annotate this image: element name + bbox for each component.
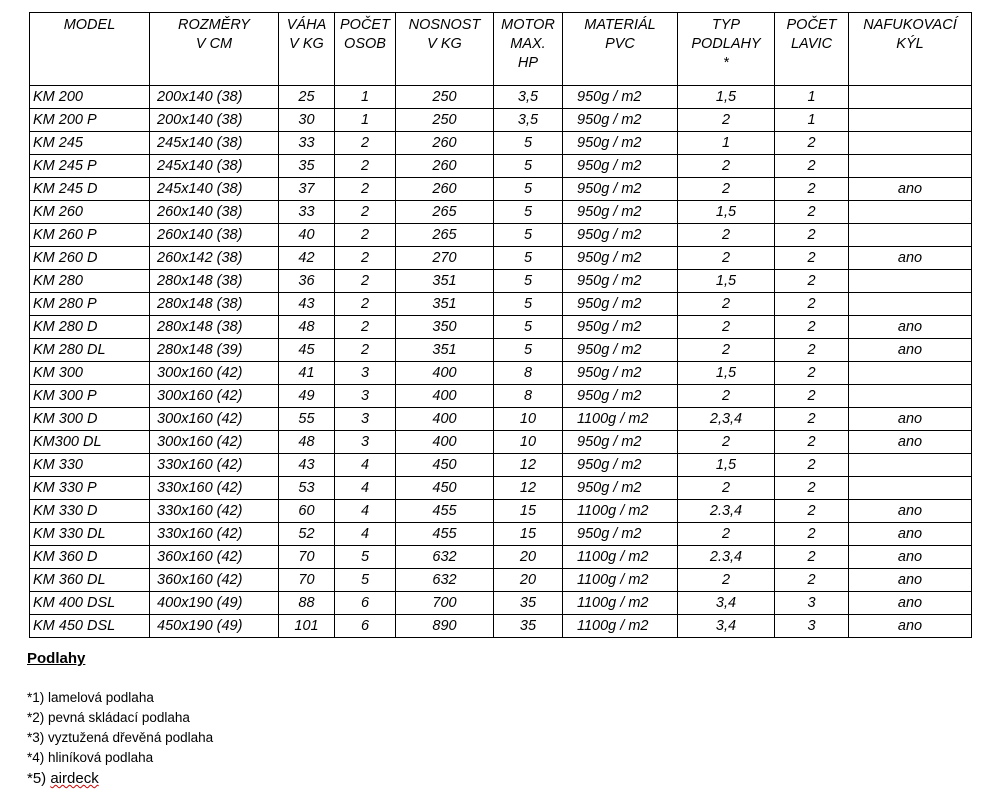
cell-model: KM 330 D [30,500,150,523]
cell-model: KM 450 DSL [30,615,150,638]
table-row [30,155,972,178]
cell-keel: ano [849,592,972,615]
cell-floor-type: 2 [678,293,775,316]
table-row [30,592,972,615]
cell-model: KM 260 P [30,224,150,247]
cell-keel: ano [849,569,972,592]
cell-weight: 53 [279,477,335,500]
cell-benches: 2 [775,477,849,500]
cell-dimensions: 300x160 (42) [150,431,279,454]
cell-material: 950g / m2 [563,477,678,500]
cell-dimensions: 360x160 (42) [150,569,279,592]
cell-floor-type: 2,3,4 [678,408,775,431]
cell-persons: 6 [335,615,396,638]
table-row [30,339,972,362]
cell-model: KM 280 P [30,293,150,316]
cell-model: KM 245 P [30,155,150,178]
cell-persons: 2 [335,270,396,293]
cell-material: 1100g / m2 [563,592,678,615]
cell-weight: 41 [279,362,335,385]
table-row [30,224,972,247]
cell-motor: 8 [494,362,563,385]
cell-benches: 2 [775,362,849,385]
cell-persons: 5 [335,546,396,569]
cell-benches: 2 [775,316,849,339]
cell-material: 950g / m2 [563,454,678,477]
cell-weight: 43 [279,293,335,316]
cell-keel: ano [849,339,972,362]
cell-model: KM 360 D [30,546,150,569]
cell-weight: 55 [279,408,335,431]
cell-floor-type: 1,5 [678,86,775,109]
cell-model: KM 360 DL [30,569,150,592]
cell-motor: 5 [494,316,563,339]
cell-persons: 2 [335,201,396,224]
cell-motor: 10 [494,408,563,431]
cell-capacity: 351 [396,293,494,316]
cell-floor-type: 2 [678,569,775,592]
table-row [30,247,972,270]
cell-weight: 60 [279,500,335,523]
cell-benches: 2 [775,546,849,569]
cell-floor-type: 2 [678,477,775,500]
cell-capacity: 400 [396,408,494,431]
cell-weight: 43 [279,454,335,477]
cell-capacity: 400 [396,385,494,408]
cell-keel: ano [849,431,972,454]
cell-benches: 1 [775,109,849,132]
cell-model: KM 245 D [30,178,150,201]
note-item-5-word: airdeck [50,770,99,787]
cell-capacity: 632 [396,569,494,592]
cell-motor: 8 [494,385,563,408]
cell-model: KM300 DL [30,431,150,454]
cell-motor: 3,5 [494,109,563,132]
cell-capacity: 700 [396,592,494,615]
cell-motor: 35 [494,592,563,615]
table-row [30,408,972,431]
cell-material: 950g / m2 [563,132,678,155]
cell-dimensions: 280x148 (38) [150,316,279,339]
cell-weight: 70 [279,569,335,592]
cell-material: 950g / m2 [563,523,678,546]
cell-motor: 5 [494,132,563,155]
cell-benches: 2 [775,454,849,477]
cell-capacity: 260 [396,132,494,155]
cell-motor: 12 [494,477,563,500]
cell-dimensions: 280x148 (38) [150,270,279,293]
cell-capacity: 260 [396,178,494,201]
cell-model: KM 330 [30,454,150,477]
cell-weight: 48 [279,431,335,454]
cell-material: 950g / m2 [563,201,678,224]
boat-spec-table [29,12,972,638]
cell-benches: 2 [775,293,849,316]
notes-title: Podlahy [27,650,86,667]
table-row [30,477,972,500]
cell-dimensions: 245x140 (38) [150,178,279,201]
column-header-model: MODEL [30,13,150,86]
cell-motor: 5 [494,224,563,247]
cell-material: 950g / m2 [563,362,678,385]
cell-persons: 2 [335,132,396,155]
cell-motor: 5 [494,155,563,178]
table-row [30,109,972,132]
cell-persons: 4 [335,477,396,500]
cell-benches: 2 [775,385,849,408]
cell-motor: 5 [494,201,563,224]
column-header-dimensions: ROZMĚRY V CM [150,13,279,86]
cell-weight: 35 [279,155,335,178]
cell-capacity: 400 [396,431,494,454]
table-row [30,454,972,477]
table-row [30,615,972,638]
cell-material: 950g / m2 [563,224,678,247]
cell-weight: 33 [279,132,335,155]
cell-weight: 40 [279,224,335,247]
cell-dimensions: 360x160 (42) [150,546,279,569]
cell-dimensions: 260x140 (38) [150,224,279,247]
cell-material: 1100g / m2 [563,615,678,638]
table-row [30,431,972,454]
cell-keel [849,201,972,224]
cell-material: 950g / m2 [563,247,678,270]
cell-floor-type: 2 [678,178,775,201]
cell-material: 950g / m2 [563,431,678,454]
cell-keel [849,385,972,408]
cell-material: 950g / m2 [563,270,678,293]
cell-keel [849,477,972,500]
cell-motor: 20 [494,569,563,592]
cell-capacity: 260 [396,155,494,178]
cell-keel [849,86,972,109]
cell-motor: 10 [494,431,563,454]
cell-keel [849,293,972,316]
cell-model: KM 280 [30,270,150,293]
cell-floor-type: 2.3,4 [678,500,775,523]
table-row [30,293,972,316]
cell-motor: 15 [494,500,563,523]
table-row [30,385,972,408]
cell-persons: 3 [335,431,396,454]
cell-motor: 35 [494,615,563,638]
cell-floor-type: 3,4 [678,592,775,615]
column-header-weight: VÁHA V KG [279,13,335,86]
cell-keel [849,109,972,132]
cell-weight: 37 [279,178,335,201]
cell-material: 1100g / m2 [563,500,678,523]
table-header-row [30,13,972,86]
cell-capacity: 450 [396,454,494,477]
cell-capacity: 265 [396,201,494,224]
cell-material: 950g / m2 [563,385,678,408]
cell-floor-type: 2 [678,224,775,247]
cell-benches: 2 [775,270,849,293]
cell-keel [849,362,972,385]
cell-dimensions: 280x148 (39) [150,339,279,362]
cell-motor: 5 [494,339,563,362]
cell-dimensions: 330x160 (42) [150,523,279,546]
cell-weight: 88 [279,592,335,615]
cell-floor-type: 2 [678,523,775,546]
cell-capacity: 265 [396,224,494,247]
cell-keel [849,132,972,155]
cell-dimensions: 245x140 (38) [150,155,279,178]
table-row [30,523,972,546]
cell-material: 950g / m2 [563,293,678,316]
cell-material: 950g / m2 [563,155,678,178]
cell-capacity: 455 [396,500,494,523]
cell-benches: 2 [775,155,849,178]
note-item-3: *3) vyztužená dřevěná podlaha [27,730,214,745]
cell-benches: 2 [775,500,849,523]
column-header-floor-type: TYP PODLAHY * [678,13,775,86]
cell-capacity: 350 [396,316,494,339]
cell-weight: 52 [279,523,335,546]
cell-model: KM 330 P [30,477,150,500]
cell-keel [849,155,972,178]
cell-keel: ano [849,408,972,431]
cell-benches: 2 [775,339,849,362]
cell-model: KM 260 D [30,247,150,270]
cell-model: KM 260 [30,201,150,224]
cell-capacity: 270 [396,247,494,270]
cell-floor-type: 2 [678,247,775,270]
cell-material: 1100g / m2 [563,546,678,569]
cell-persons: 2 [335,178,396,201]
note-item-5-prefix: *5) [27,770,51,787]
cell-weight: 33 [279,201,335,224]
cell-weight: 101 [279,615,335,638]
cell-material: 1100g / m2 [563,408,678,431]
cell-keel: ano [849,615,972,638]
table-body [30,86,972,638]
cell-persons: 3 [335,385,396,408]
cell-motor: 20 [494,546,563,569]
cell-persons: 5 [335,569,396,592]
cell-persons: 2 [335,316,396,339]
cell-model: KM 300 P [30,385,150,408]
cell-keel: ano [849,247,972,270]
cell-persons: 2 [335,339,396,362]
table-row [30,316,972,339]
cell-keel: ano [849,500,972,523]
cell-capacity: 632 [396,546,494,569]
cell-benches: 2 [775,408,849,431]
cell-keel [849,454,972,477]
cell-capacity: 351 [396,270,494,293]
cell-benches: 2 [775,523,849,546]
cell-material: 950g / m2 [563,339,678,362]
cell-motor: 15 [494,523,563,546]
cell-benches: 1 [775,86,849,109]
cell-keel: ano [849,523,972,546]
cell-dimensions: 330x160 (42) [150,500,279,523]
cell-capacity: 250 [396,109,494,132]
cell-floor-type: 2 [678,155,775,178]
cell-floor-type: 2.3,4 [678,546,775,569]
cell-benches: 2 [775,569,849,592]
column-header-capacity: NOSNOST V KG [396,13,494,86]
cell-model: KM 300 D [30,408,150,431]
note-item-4: *4) hliníková podlaha [27,750,154,765]
cell-model: KM 330 DL [30,523,150,546]
cell-material: 950g / m2 [563,178,678,201]
cell-persons: 4 [335,500,396,523]
cell-floor-type: 2 [678,385,775,408]
cell-benches: 2 [775,247,849,270]
cell-dimensions: 260x142 (38) [150,247,279,270]
cell-dimensions: 400x190 (49) [150,592,279,615]
cell-capacity: 351 [396,339,494,362]
column-header-motor: MOTOR MAX. HP [494,13,563,86]
cell-weight: 25 [279,86,335,109]
table-row [30,362,972,385]
cell-weight: 42 [279,247,335,270]
cell-motor: 12 [494,454,563,477]
cell-keel: ano [849,546,972,569]
cell-dimensions: 450x190 (49) [150,615,279,638]
cell-benches: 3 [775,615,849,638]
cell-persons: 4 [335,454,396,477]
cell-persons: 1 [335,86,396,109]
cell-dimensions: 330x160 (42) [150,454,279,477]
cell-benches: 3 [775,592,849,615]
cell-model: KM 280 DL [30,339,150,362]
cell-weight: 45 [279,339,335,362]
note-item-1: *1) lamelová podlaha [27,690,154,705]
cell-dimensions: 300x160 (42) [150,408,279,431]
cell-floor-type: 2 [678,431,775,454]
cell-model: KM 200 P [30,109,150,132]
cell-weight: 48 [279,316,335,339]
cell-capacity: 890 [396,615,494,638]
cell-benches: 2 [775,132,849,155]
cell-keel: ano [849,178,972,201]
cell-dimensions: 330x160 (42) [150,477,279,500]
cell-motor: 5 [494,247,563,270]
cell-dimensions: 300x160 (42) [150,385,279,408]
cell-capacity: 455 [396,523,494,546]
cell-capacity: 250 [396,86,494,109]
cell-weight: 30 [279,109,335,132]
cell-floor-type: 1,5 [678,362,775,385]
cell-floor-type: 2 [678,109,775,132]
cell-weight: 70 [279,546,335,569]
cell-benches: 2 [775,224,849,247]
cell-model: KM 200 [30,86,150,109]
cell-benches: 2 [775,201,849,224]
cell-weight: 49 [279,385,335,408]
cell-persons: 2 [335,155,396,178]
table-row [30,270,972,293]
column-header-material: MATERIÁL PVC [563,13,678,86]
cell-dimensions: 200x140 (38) [150,109,279,132]
cell-model: KM 280 D [30,316,150,339]
cell-floor-type: 1 [678,132,775,155]
cell-keel [849,270,972,293]
cell-dimensions: 200x140 (38) [150,86,279,109]
table-row [30,201,972,224]
cell-floor-type: 3,4 [678,615,775,638]
cell-material: 950g / m2 [563,316,678,339]
column-header-benches: POČET LAVIC [775,13,849,86]
cell-floor-type: 1,5 [678,454,775,477]
cell-capacity: 450 [396,477,494,500]
cell-dimensions: 280x148 (38) [150,293,279,316]
cell-motor: 5 [494,293,563,316]
cell-model: KM 300 [30,362,150,385]
cell-floor-type: 1,5 [678,270,775,293]
note-item-5 [27,768,213,790]
cell-floor-type: 2 [678,316,775,339]
cell-dimensions: 300x160 (42) [150,362,279,385]
cell-floor-type: 2 [678,339,775,362]
table-row [30,569,972,592]
cell-weight: 36 [279,270,335,293]
table-row [30,86,972,109]
cell-dimensions: 260x140 (38) [150,201,279,224]
cell-motor: 5 [494,178,563,201]
cell-motor: 5 [494,270,563,293]
column-header-persons: POČET OSOB [335,13,396,86]
cell-persons: 4 [335,523,396,546]
cell-material: 1100g / m2 [563,569,678,592]
cell-persons: 6 [335,592,396,615]
cell-model: KM 400 DSL [30,592,150,615]
cell-persons: 3 [335,408,396,431]
cell-keel: ano [849,316,972,339]
cell-persons: 2 [335,224,396,247]
cell-material: 950g / m2 [563,109,678,132]
table-row [30,132,972,155]
cell-keel [849,224,972,247]
cell-persons: 3 [335,362,396,385]
table-row [30,546,972,569]
column-header-keel: NAFUKOVACÍ KÝL [849,13,972,86]
cell-persons: 2 [335,293,396,316]
cell-benches: 2 [775,431,849,454]
cell-benches: 2 [775,178,849,201]
cell-motor: 3,5 [494,86,563,109]
cell-persons: 1 [335,109,396,132]
cell-capacity: 400 [396,362,494,385]
floor-notes [27,650,213,790]
note-item-2: *2) pevná skládací podlaha [27,710,190,725]
cell-dimensions: 245x140 (38) [150,132,279,155]
cell-floor-type: 1,5 [678,201,775,224]
cell-material: 950g / m2 [563,86,678,109]
table-row [30,178,972,201]
cell-model: KM 245 [30,132,150,155]
cell-persons: 2 [335,247,396,270]
table-row [30,500,972,523]
